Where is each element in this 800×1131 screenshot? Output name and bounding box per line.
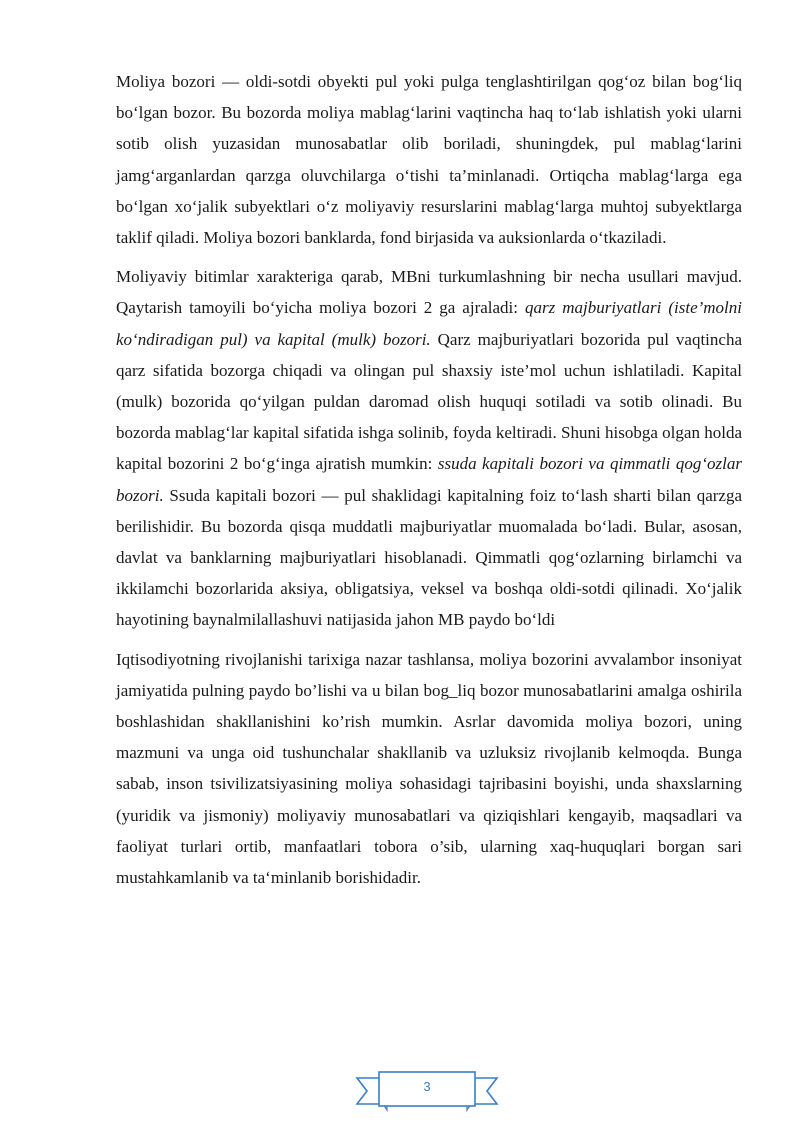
italic-term-loan-securities: ssuda kapitali bozori va qimmatli qog‘ozlar bozori. — [116, 454, 742, 505]
paragraph-history: Iqtisodiyotning rivojlanishi tarixiga nazar tashlansa, moliya bozorini avvalambor insoniyat jamiyatida pulning paydo bo’lishi va u bilan bog_liq bozor munosabatlarini amalga oshirila boshlashidan shakllanishini ko’rish mumkin. Asrlar davomida moliya bozori, uning mazmuni va unga oid tushunchalar shakllanib va uzluksiz rivojlanib kelmoqda. Bunga sabab, inson tsivilizatsiyasining moliya sohasidagi tajribasini boyishi, unda shaxslarning (yuridik va jismoniy) moliyaviy munosabatlari va qiziqishlari kengayib, maqsadlari va faoliyat turlari ortib, manfaatlari tobora o’sib, ularning xaq-huquqlari borgan sari mustahkamlanib va ta‘minlanib borishidadir. — [116, 649, 742, 888]
page-footer — [0, 1070, 800, 1116]
paragraph-financial-market-definition: Moliya bozori — oldi-sotdi obyekti pul yoki pulga tenglashtirilgan qog‘oz bilan bog‘liq bo‘lgan bozor. Bu bozorda moliya mablag‘larini vaqtincha haq to‘lab ishlatish yoki ularni sotib olish yuzasidan munosabatlar olib boriladi, shuningdek, pul mablag‘larini jamg‘arganlardan qarzga oluvchilarga o‘tishi ta’minlanadi. Ortiqcha mablag‘larga ega bo‘lgan xo‘jalik subyektlari o‘z moliyaviy resurslarini mablag‘larga muhtoj subyektlarga taklif qiladi. Moliya bozori banklarda, fond birjasida va auksionlarda o‘tkaziladi. — [116, 72, 742, 248]
paragraph-text: Qarz majburiyatlari bozorida pul vaqtincha qarz sifatida bozorga chiqadi va olingan pul shaxsiy iste’mol uchun ishlatiladi. Kapital (mulk) bozorida qo‘yilgan puldan daromad olish huquqi sotiladi va sotib olinadi. Bu bozorda mablag‘lar kapital sifatida ishga solinib, foyda keltiradi. Shuni hisobga olgan holda kapital bozorini 2 bo‘g‘inga ajratish mumkin: — [116, 329, 742, 474]
page-number: 3 — [423, 1079, 431, 1094]
paragraph-text: Ssuda kapitali bozori — pul shaklidagi kapitalning foiz to‘lash sharti bilan qarzga berilishidir. Bu bozorda qisqa muddatli majburiyatlar muomalada bo‘ladi. Bular, asosan, davlat va banklarning majburiyatlari hisoblanadi. Qimmatli qog‘ozlarning birlamchi va ikkilamchi bozorlarida aksiya, obligatsiya, veksel va boshqa oldi-sotdi qilinadi. Xo‘jalik hayotining baynalmilallashuvi natijasida jahon MB paydo bo‘ldi — [116, 485, 742, 630]
italic-term-debt-capital: qarz majburiyatlari (iste’molni ko‘ndiradigan pul) va kapital (mulk) bozori. — [116, 298, 743, 349]
document-page — [116, 66, 742, 901]
paragraph-text: Moliyaviy bitimlar xarakteriga qarab, MBni turkumlashning bir necha usullari mavjud. Qaytarish tamoyili bo‘yicha moliya bozori 2 ga ajraladi: — [116, 267, 742, 318]
paragraph-classification — [116, 261, 742, 635]
